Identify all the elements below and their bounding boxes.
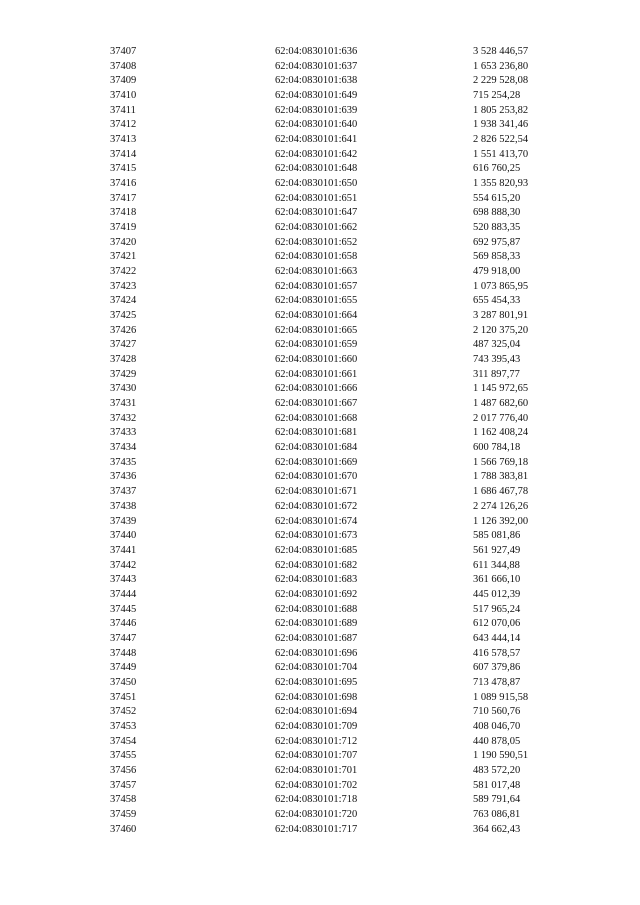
cadastral-value: 1 938 341,46 — [473, 119, 529, 131]
table-row — [0, 793, 640, 808]
row-number: 37422 — [110, 266, 137, 278]
cadastral-value: 581 017,48 — [473, 779, 521, 791]
row-number: 37441 — [110, 544, 137, 556]
row-number: 37460 — [110, 823, 137, 835]
cadastral-value: 1 686 467,78 — [473, 486, 529, 498]
table-row — [0, 74, 640, 89]
table-row — [0, 133, 640, 148]
cadastral-value: 1 073 865,95 — [473, 280, 529, 292]
row-number: 37417 — [110, 192, 137, 204]
cadastral-number: 62:04:0830101:698 — [275, 691, 358, 703]
cadastral-number: 62:04:0830101:649 — [275, 90, 358, 102]
cadastral-number: 62:04:0830101:694 — [275, 706, 358, 718]
cadastral-number: 62:04:0830101:709 — [275, 720, 358, 732]
table-row — [0, 177, 640, 192]
cadastral-value: 1 788 383,81 — [473, 471, 529, 483]
row-number: 37416 — [110, 178, 137, 190]
table-row — [0, 338, 640, 353]
cadastral-number: 62:04:0830101:637 — [275, 60, 358, 72]
row-number: 37420 — [110, 236, 137, 248]
row-number: 37458 — [110, 794, 137, 806]
cadastral-value: 311 897,77 — [473, 368, 520, 380]
table-row — [0, 280, 640, 295]
data-table — [0, 45, 640, 837]
table-row — [0, 500, 640, 515]
row-number: 37418 — [110, 207, 137, 219]
cadastral-number: 62:04:0830101:636 — [275, 46, 358, 57]
cadastral-value: 710 560,76 — [473, 706, 521, 718]
cadastral-number: 62:04:0830101:671 — [275, 486, 358, 498]
cadastral-number: 62:04:0830101:661 — [275, 368, 358, 380]
row-number: 37436 — [110, 471, 137, 483]
cadastral-value: 1 566 769,18 — [473, 456, 529, 468]
cadastral-number: 62:04:0830101:639 — [275, 104, 358, 116]
cadastral-value: 1 145 972,65 — [473, 383, 529, 395]
table-row — [0, 148, 640, 163]
table-row — [0, 764, 640, 779]
cadastral-value: 1 487 682,60 — [473, 398, 529, 410]
cadastral-number: 62:04:0830101:689 — [275, 618, 358, 630]
cadastral-value: 3 287 801,91 — [473, 310, 529, 322]
row-number: 37409 — [110, 75, 137, 87]
row-number: 37447 — [110, 632, 137, 644]
table-row — [0, 691, 640, 706]
cadastral-value: 698 888,30 — [473, 207, 521, 219]
row-number: 37431 — [110, 398, 137, 410]
cadastral-number: 62:04:0830101:651 — [275, 192, 358, 204]
cadastral-number: 62:04:0830101:658 — [275, 251, 358, 263]
cadastral-number: 62:04:0830101:663 — [275, 266, 358, 278]
row-number: 37413 — [110, 134, 137, 146]
table-row — [0, 544, 640, 559]
row-number: 37415 — [110, 163, 137, 175]
cadastral-value: 2 826 522,54 — [473, 134, 529, 146]
table-row — [0, 45, 640, 60]
cadastral-value: 655 454,33 — [473, 295, 521, 307]
cadastral-number: 62:04:0830101:673 — [275, 530, 358, 542]
cadastral-number: 62:04:0830101:642 — [275, 148, 358, 160]
cadastral-value: 520 883,35 — [473, 222, 521, 234]
table-row — [0, 397, 640, 412]
table-row — [0, 426, 640, 441]
cadastral-number: 62:04:0830101:641 — [275, 134, 358, 146]
row-number: 37430 — [110, 383, 137, 395]
row-number: 37435 — [110, 456, 137, 468]
cadastral-value: 589 791,64 — [473, 794, 521, 806]
table-row — [0, 368, 640, 383]
row-number: 37410 — [110, 90, 137, 102]
cadastral-value: 713 478,87 — [473, 676, 521, 688]
row-number: 37455 — [110, 750, 137, 762]
cadastral-number: 62:04:0830101:704 — [275, 662, 358, 674]
table-row — [0, 470, 640, 485]
row-number: 37438 — [110, 500, 137, 512]
row-number: 37428 — [110, 354, 137, 366]
cadastral-number: 62:04:0830101:659 — [275, 339, 358, 351]
cadastral-number: 62:04:0830101:672 — [275, 500, 358, 512]
row-number: 37459 — [110, 808, 137, 820]
row-number: 37414 — [110, 148, 137, 160]
table-row — [0, 206, 640, 221]
row-number: 37432 — [110, 412, 137, 424]
cadastral-value: 611 344,88 — [473, 559, 520, 571]
row-number: 37437 — [110, 486, 137, 498]
table-row — [0, 294, 640, 309]
row-number: 37408 — [110, 60, 137, 72]
cadastral-number: 62:04:0830101:701 — [275, 764, 358, 776]
row-number: 37412 — [110, 119, 137, 131]
cadastral-number: 62:04:0830101:717 — [275, 823, 358, 835]
cadastral-number: 62:04:0830101:657 — [275, 280, 358, 292]
table-row — [0, 573, 640, 588]
cadastral-value: 600 784,18 — [473, 442, 521, 454]
cadastral-value: 487 325,04 — [473, 339, 521, 351]
cadastral-value: 2 120 375,20 — [473, 324, 529, 336]
cadastral-value: 1 653 236,80 — [473, 60, 529, 72]
row-number: 37450 — [110, 676, 137, 688]
row-number: 37421 — [110, 251, 137, 263]
table-row — [0, 441, 640, 456]
cadastral-value: 364 662,43 — [473, 823, 521, 835]
cadastral-value: 2 274 126,26 — [473, 500, 529, 512]
cadastral-number: 62:04:0830101:695 — [275, 676, 358, 688]
cadastral-value: 440 878,05 — [473, 735, 521, 747]
table-row — [0, 808, 640, 823]
cadastral-number: 62:04:0830101:666 — [275, 383, 358, 395]
cadastral-value: 607 379,86 — [473, 662, 521, 674]
row-number: 37451 — [110, 691, 137, 703]
cadastral-value: 1 805 253,82 — [473, 104, 529, 116]
cadastral-value: 554 615,20 — [473, 192, 521, 204]
cadastral-value: 2 229 528,08 — [473, 75, 529, 87]
row-number: 37429 — [110, 368, 137, 380]
table-row — [0, 705, 640, 720]
table-row — [0, 529, 640, 544]
cadastral-number: 62:04:0830101:638 — [275, 75, 358, 87]
cadastral-number: 62:04:0830101:652 — [275, 236, 358, 248]
table-row — [0, 192, 640, 207]
table-row — [0, 382, 640, 397]
row-number: 37452 — [110, 706, 137, 718]
row-number: 37456 — [110, 764, 137, 776]
table-row — [0, 617, 640, 632]
cadastral-value: 643 444,14 — [473, 632, 521, 644]
cadastral-value: 416 578,57 — [473, 647, 521, 659]
table-row — [0, 720, 640, 735]
table-row — [0, 265, 640, 280]
row-number: 37442 — [110, 559, 137, 571]
cadastral-number: 62:04:0830101:681 — [275, 427, 358, 439]
cadastral-value: 1 126 392,00 — [473, 515, 529, 527]
table-row — [0, 749, 640, 764]
cadastral-number: 62:04:0830101:664 — [275, 310, 358, 322]
cadastral-value: 2 017 776,40 — [473, 412, 529, 424]
cadastral-number: 62:04:0830101:685 — [275, 544, 358, 556]
cadastral-number: 62:04:0830101:660 — [275, 354, 358, 366]
row-number: 37453 — [110, 720, 137, 732]
cadastral-number: 62:04:0830101:683 — [275, 574, 358, 586]
cadastral-value: 408 046,70 — [473, 720, 521, 732]
table-row — [0, 412, 640, 427]
table-row — [0, 353, 640, 368]
table-row — [0, 661, 640, 676]
row-number: 37446 — [110, 618, 137, 630]
cadastral-number: 62:04:0830101:718 — [275, 794, 358, 806]
table-row — [0, 309, 640, 324]
row-number: 37439 — [110, 515, 137, 527]
cadastral-number: 62:04:0830101:670 — [275, 471, 358, 483]
cadastral-value: 1 162 408,24 — [473, 427, 529, 439]
cadastral-value: 517 965,24 — [473, 603, 521, 615]
cadastral-number: 62:04:0830101:688 — [275, 603, 358, 615]
cadastral-value: 715 254,28 — [473, 90, 521, 102]
row-number: 37407 — [110, 46, 137, 57]
cadastral-number: 62:04:0830101:682 — [275, 559, 358, 571]
table-row — [0, 647, 640, 662]
row-number: 37433 — [110, 427, 137, 439]
cadastral-number: 62:04:0830101:650 — [275, 178, 358, 190]
row-number: 37425 — [110, 310, 137, 322]
row-number: 37444 — [110, 588, 137, 600]
cadastral-number: 62:04:0830101:655 — [275, 295, 358, 307]
table-row — [0, 89, 640, 104]
table-row — [0, 221, 640, 236]
cadastral-value: 585 081,86 — [473, 530, 521, 542]
row-number: 37426 — [110, 324, 137, 336]
row-number: 37445 — [110, 603, 137, 615]
cadastral-value: 483 572,20 — [473, 764, 521, 776]
table-row — [0, 324, 640, 339]
table-row — [0, 823, 640, 838]
cadastral-number: 62:04:0830101:668 — [275, 412, 358, 424]
row-number: 37424 — [110, 295, 137, 307]
cadastral-number: 62:04:0830101:667 — [275, 398, 358, 410]
table-row — [0, 104, 640, 119]
row-number: 37457 — [110, 779, 137, 791]
table-row — [0, 588, 640, 603]
cadastral-number: 62:04:0830101:696 — [275, 647, 358, 659]
cadastral-number: 62:04:0830101:684 — [275, 442, 358, 454]
cadastral-number: 62:04:0830101:665 — [275, 324, 358, 336]
table-row — [0, 60, 640, 75]
row-number: 37443 — [110, 574, 137, 586]
cadastral-number: 62:04:0830101:647 — [275, 207, 358, 219]
cadastral-value: 743 395,43 — [473, 354, 521, 366]
table-row — [0, 779, 640, 794]
cadastral-number: 62:04:0830101:662 — [275, 222, 358, 234]
cadastral-value: 1 089 915,58 — [473, 691, 529, 703]
row-number: 37454 — [110, 735, 137, 747]
table-row — [0, 236, 640, 251]
cadastral-value: 1 355 820,93 — [473, 178, 529, 190]
cadastral-value: 1 190 590,51 — [473, 750, 529, 762]
row-number: 37448 — [110, 647, 137, 659]
row-number: 37449 — [110, 662, 137, 674]
table-row — [0, 559, 640, 574]
cadastral-number: 62:04:0830101:687 — [275, 632, 358, 644]
row-number: 37411 — [110, 104, 136, 116]
cadastral-value: 763 086,81 — [473, 808, 521, 820]
table-row — [0, 118, 640, 133]
table-row — [0, 250, 640, 265]
cadastral-number: 62:04:0830101:640 — [275, 119, 358, 131]
cadastral-value: 616 760,25 — [473, 163, 521, 175]
row-number: 37423 — [110, 280, 137, 292]
table-row — [0, 603, 640, 618]
cadastral-number: 62:04:0830101:720 — [275, 808, 358, 820]
cadastral-value: 569 858,33 — [473, 251, 521, 263]
table-row — [0, 676, 640, 691]
cadastral-value: 1 551 413,70 — [473, 148, 529, 160]
cadastral-number: 62:04:0830101:674 — [275, 515, 358, 527]
row-number: 37434 — [110, 442, 137, 454]
cadastral-value: 479 918,00 — [473, 266, 521, 278]
cadastral-number: 62:04:0830101:707 — [275, 750, 358, 762]
cadastral-number: 62:04:0830101:712 — [275, 735, 358, 747]
table-row — [0, 162, 640, 177]
cadastral-value: 612 070,06 — [473, 618, 521, 630]
table-row — [0, 735, 640, 750]
row-number: 37440 — [110, 530, 137, 542]
cadastral-value: 561 927,49 — [473, 544, 521, 556]
table-row — [0, 515, 640, 530]
cadastral-number: 62:04:0830101:669 — [275, 456, 358, 468]
row-number: 37427 — [110, 339, 137, 351]
cadastral-number: 62:04:0830101:692 — [275, 588, 358, 600]
row-number: 37419 — [110, 222, 137, 234]
table-row — [0, 632, 640, 647]
cadastral-value: 3 528 446,57 — [473, 46, 529, 57]
cadastral-number: 62:04:0830101:702 — [275, 779, 358, 791]
table-row — [0, 456, 640, 471]
table-row — [0, 485, 640, 500]
cadastral-value: 445 012,39 — [473, 588, 521, 600]
cadastral-number: 62:04:0830101:648 — [275, 163, 358, 175]
cadastral-value: 361 666,10 — [473, 574, 521, 586]
cadastral-value: 692 975,87 — [473, 236, 521, 248]
